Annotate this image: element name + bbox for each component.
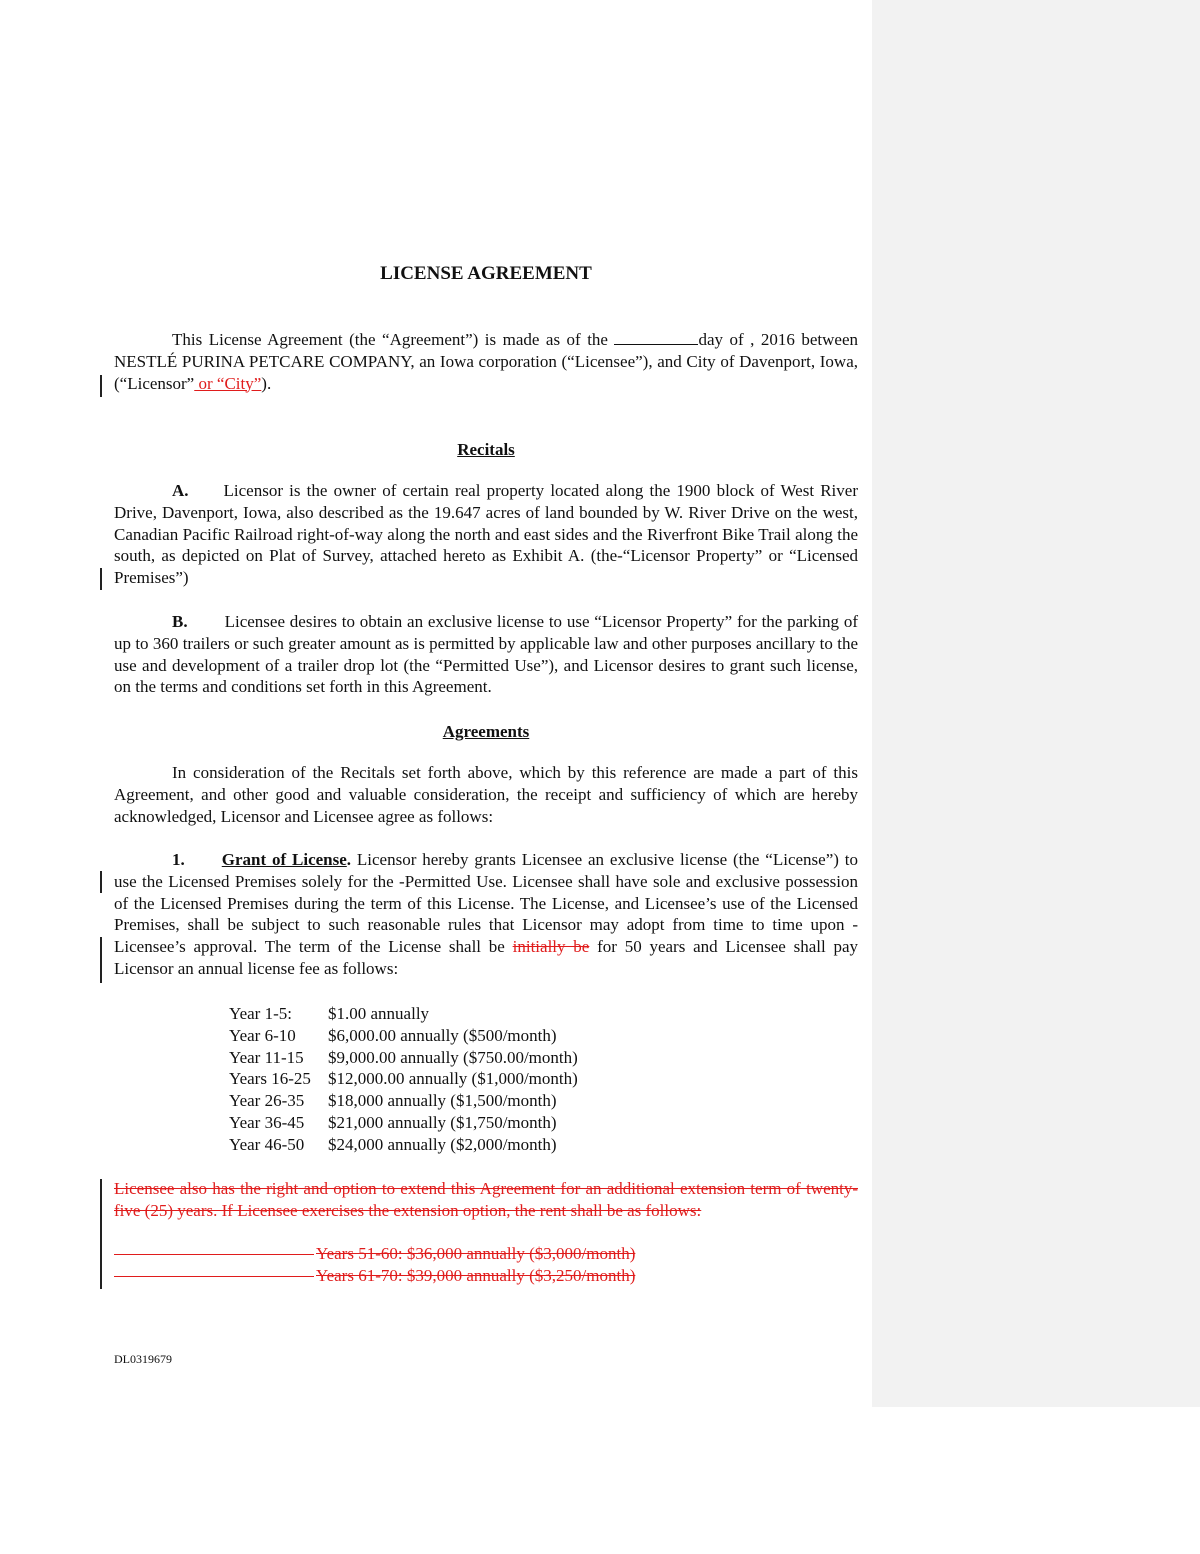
fee-period: Year 36-45 [229,1112,305,1132]
document-title: LICENSE AGREEMENT [380,263,592,284]
recital-a-label: A. [172,481,189,500]
fee-row [229,1003,578,1025]
intro-text-3: ). [261,373,272,393]
deleted-extension-row [114,1265,858,1287]
fee-row [229,1112,578,1134]
change-bar [100,937,102,983]
section-1-grant-of-license: 1. Grant of License. Licensor hereby grants Licensee an exclusive license (the “License”) to use the Licensed Premises solely for the -Permitted Use. Licensee shall have sole and exclusive possession of the Licensed Premises during the term of this License. The License, and Licensee’s use of the Licensed Premises, shall be subject to such reasonable rules that Licensor may adopt from time to time upon -Licensee’s approval. The term of the License shall be initially be for 50 years and Licensee shall pay Licensor an annual license fee as follows: [114,850,859,978]
change-bar [100,568,102,590]
agreements-heading: Agreements [442,722,530,741]
document-id: DL0319679 [114,1352,172,1366]
change-bar [100,375,102,397]
section-1-text-a: Licensor hereby grants Licensee an exclusive license (the “License”) to use the Licensed Premises solely for the -Permitted Use. Licensee shall have sole and exclusive possession of the Licensed Premises during the term of this License. The License, and Licensee’s use of the Licensed Premises, shall be subject to such reasonable rules that Licensor may adopt from time to time upon -Licensee’s approval. The term of the License shall be [114,850,858,957]
deleted-extension-paragraph: Licensee also has the right and option to extend this Agreement for an additional extension term of twenty-five (25) years. If Licensee exercises the extension option, the rent shall be as follows: [114,1179,858,1220]
recital-b-label: B. [172,612,188,631]
section-1-text-b: for 50 years and Licensee shall pay Licensor an annual license fee as follows: [114,937,859,978]
deleted-tab-leader [114,1254,314,1255]
recital-b [114,611,858,698]
fee-amount: $1.00 annually [328,1004,430,1023]
fee-period: Year 1-5: [229,1004,292,1023]
fee-amount: $24,000 annually ($2,000/month) [328,1134,557,1154]
deleted-text: initially be [512,937,590,957]
section-1-title: Grant of License [221,850,347,869]
recital-b-text: Licensee desires to obtain an exclusive license to use “Licensor Property” for the parking of up to 360 trailers or such greater amount as is permitted by applicable law and other purposes ancillary to the use and development of a trailer drop lot (the “Permitted Use”), and Licensor desires to grant such license, on the terms and conditions set forth in this Agreement. [114,612,858,697]
intro-text-1: This License Agreement (the “Agreement”) is made as of the [172,330,615,349]
agreements-intro: In consideration of the Recitals set forth above, which by this reference are made a part of this Agreement, and other good and valuable consideration, the receipt and sufficiency of which are hereby acknowledged, Licensor and Licensee agree as follows: [114,763,858,826]
fee-period: Year 26-35 [229,1091,305,1111]
fee-amount: $18,000 annually ($1,500/month) [328,1091,557,1111]
deleted-tab-leader [114,1276,314,1277]
date-blank [614,330,698,345]
deleted-extension-text: Years 51-60: $36,000 annually ($3,000/month) [316,1244,636,1263]
recital-a-text: Licensor is the owner of certain real property located along the 1900 block of West River Drive, Davenport, Iowa, also described as the 19.647 acres of land bounded by W. River Drive on the west, Canadian Pacific Railroad right-of-way along the north and east sides and the Riverfront Bike Trail along the south, as depicted on Plat of Survey, attached hereto as Exhibit A. (the-“Licensor Property” or “Licensed Premises”) [114,481,858,588]
change-bar [100,871,102,893]
fee-period: Years 16-25 [229,1069,311,1089]
fee-amount: $12,000.00 annually ($1,000/month) [328,1069,578,1089]
intro-text-2: day of , 2016 between NESTLÉ PURINA PETCARE COMPANY, an Iowa corporation (“Licensee”), and City of Davenport, Iowa, (“Licensor” [114,330,858,393]
fee-period: Year 6-10 [229,1025,296,1045]
inserted-text: or “City” [194,373,262,393]
fee-row [229,1068,578,1090]
license-fee-schedule [229,1003,578,1156]
intro-paragraph [114,329,858,394]
recital-a [114,480,858,589]
fee-row [229,1134,578,1156]
deleted-extension-row [114,1243,858,1265]
fee-amount: $21,000 annually ($1,750/month) [328,1112,557,1132]
change-bar [100,1179,102,1289]
fee-period: Year 46-50 [229,1134,305,1154]
fee-row [229,1090,578,1112]
fee-row [229,1047,578,1069]
recitals-heading: Recitals [457,440,515,459]
fee-amount: $6,000.00 annually ($500/month) [328,1025,557,1045]
fee-row [229,1025,578,1047]
fee-period: Year 11-15 [229,1047,304,1067]
section-1-number: 1. [172,850,185,869]
fee-amount: $9,000.00 annually ($750.00/month) [328,1047,578,1067]
comment-margin-pane [872,0,1200,1407]
deleted-extension-text: Years 61-70: $39,000 annually ($3,250/month) [316,1266,636,1285]
